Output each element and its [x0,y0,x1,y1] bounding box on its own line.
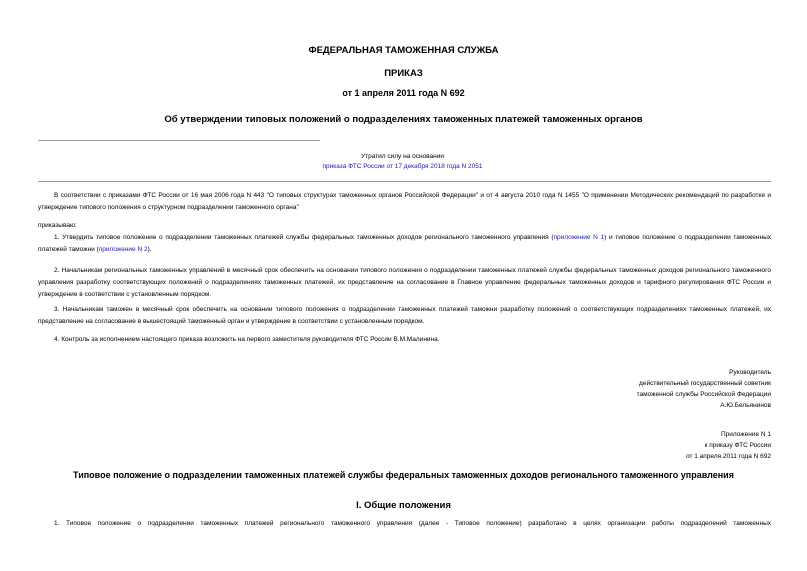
repeal-order-link[interactable]: приказа ФТС России от 17 декабря 2018 года N 2051 [322,163,483,170]
appendix-1-link[interactable]: приложение N 1 [553,234,605,241]
appendix-title: Типовое положение о подразделении таможенных платежей службы федеральных таможенных доходов регионального таможенного управления [73,470,734,480]
order-item-2: 2. Начальникам региональных таможенных управлений в месячный срок обеспечить на основании типового положения о подразделении таможенных платежей службы федеральных таможенных доходов регионального таможенного управления разработку соответствующих положений о подразделениях таможенных платежей, их представление на согласование в Главное управление федеральных таможенных доходов и тарифного регулирования ФТС России и утверждение в соответствии с установленным порядком. [38,267,771,298]
signature-block [637,367,771,411]
signer-name: А.Ю.Бельянинов [720,402,771,409]
appendix-label: Приложение N 1 [720,431,771,438]
order-item-3: 3. Начальникам таможен в месячный срок обеспечить на основании типового положения о подразделении таможенных платежей таможни разработку положений о соответствующих подразделениях таможенных платежей, их представление на согласование в вышестоящий таможенный орган и утверждение в соответствии с установленным порядком. [38,306,771,325]
appendix-header [686,429,771,462]
document-date-number: от 1 апреля 2011 года N 692 [342,88,465,98]
signer-role: Руководитель [729,369,771,376]
agency-name: ФЕДЕРАЛЬНАЯ ТАМОЖЕННАЯ СЛУЖБА [308,45,499,56]
appendix-reference: к приказу ФТС России [704,442,771,449]
divider-short [38,140,320,141]
signer-rank-line2: таможенной службы Российской Федерации [636,391,771,398]
intro-paragraph: В соответствии с приказами ФТС России от 16 мая 2006 года N 443 "О типовых структурах таможенных органов Российской Федерации" и от 4 августа 2010 года N 1455 "О применении Методических рекомендаций по разработке и утверждение типового положения о структурном подразделении таможенного органа" [38,192,771,211]
appendix-date: от 1 апреля 2011 года N 692 [686,453,771,460]
repeal-note: Утратил силу на основании [360,153,445,160]
section-heading: I. Общие положения [356,500,451,511]
order-item-1-text-c: ). [147,246,152,253]
order-item-4: 4. Контроль за исполнением настоящего приказа возложить на первого заместителя руководителя ФТС России В.М.Малинина. [54,336,440,343]
repeal-note-line2 [200,163,605,170]
order-word: приказываю: [38,222,77,229]
appendix-2-link[interactable]: приложение N 2 [98,246,148,253]
signer-rank-line1: действительный государственный советник [639,380,771,387]
document-title: Об утверждении типовых положений о подразделениях таможенных платежей таможенных органов [164,114,643,125]
order-item-1 [38,232,771,256]
document-type: ПРИКАЗ [384,68,423,79]
divider-long [38,181,771,182]
order-item-1-text-a: 1. Утвердить типовое положение о подразделении таможенных платежей службы федеральных таможенных доходов регионального таможенного управления ( [54,234,554,241]
order-item-1-text-b: ) и типовое положение о подразделении таможенных платежей таможни ( [38,234,771,253]
section-paragraph-1: 1. Типовое положение о подразделении таможенных платежей регионального таможенного управления (далее - Типовое положение) разработано в целях организации работы подразделений таможенных [54,520,771,527]
